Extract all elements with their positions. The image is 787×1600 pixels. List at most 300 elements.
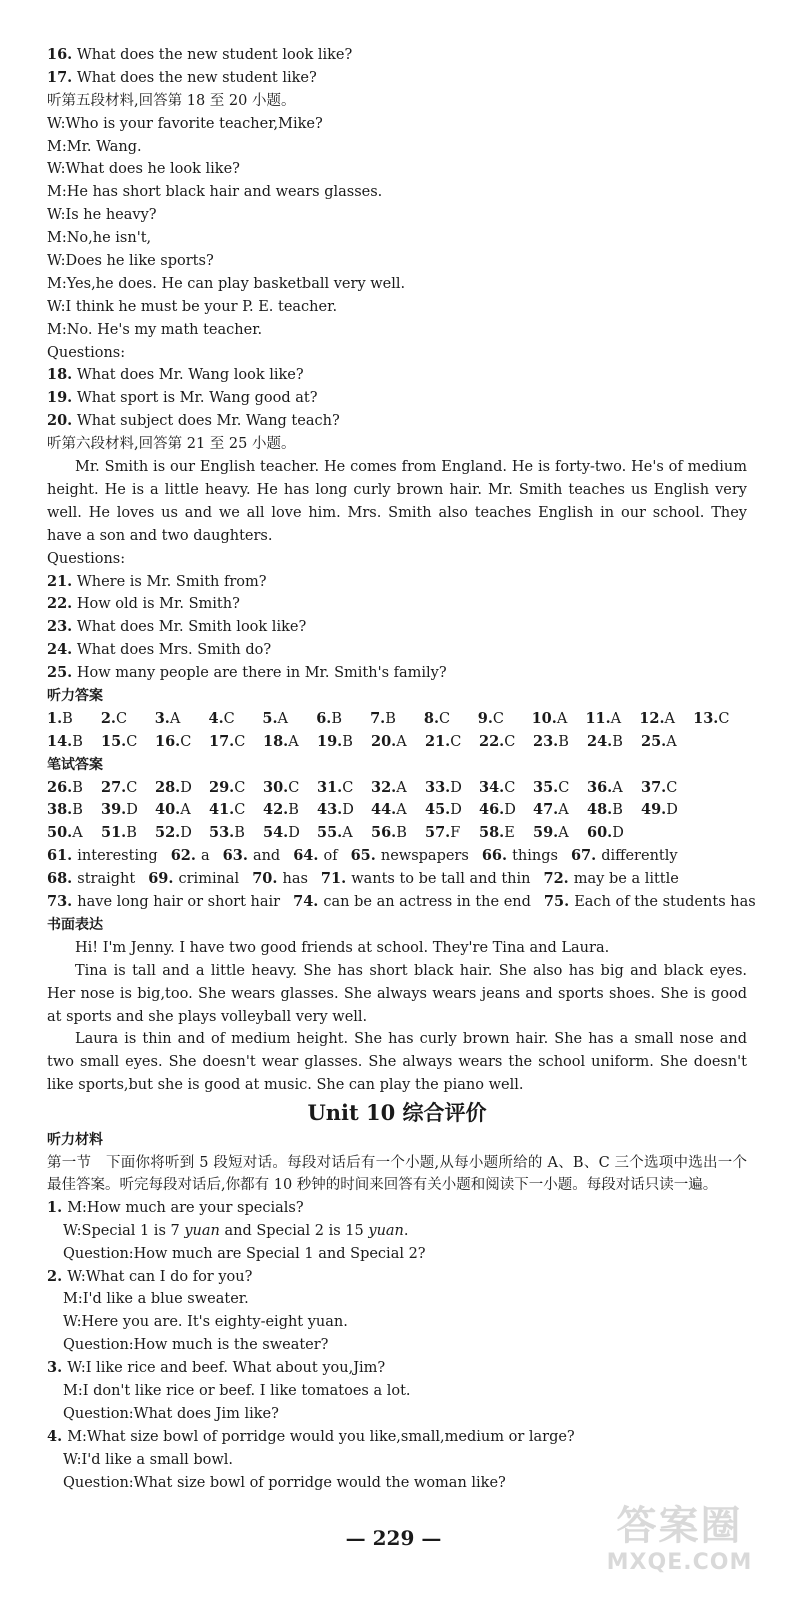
answer-cell (47, 708, 101, 731)
answer-number: 13. (693, 709, 719, 727)
answer-value: B (72, 733, 83, 750)
answer-cell (533, 822, 587, 845)
essay-paragraph: Hi! I'm Jenny. I have two good friends at school. They're Tina and Laura. (75, 939, 610, 956)
dialog-text: Question:What does Jim like? (63, 1405, 279, 1422)
fill-value: interesting (77, 848, 158, 865)
answer-cell (425, 777, 479, 800)
answer-cell (371, 822, 425, 845)
answer-value: B (396, 825, 407, 842)
answer-number: 48. (587, 801, 613, 819)
text-line (47, 296, 747, 319)
answer-number: 60. (587, 824, 613, 842)
item-number: 17. (47, 68, 73, 86)
fill-cell (293, 845, 337, 868)
answer-value: A (180, 802, 191, 819)
answer-number: 23. (533, 732, 559, 750)
line-text: W:What does he look like? (47, 161, 240, 178)
answer-number: 59. (533, 824, 559, 842)
line-text: What does Mr. Smith look like? (72, 619, 307, 636)
dialog-first-line (47, 1266, 747, 1289)
answer-value: C (342, 779, 354, 796)
answer-number: 4. (208, 709, 224, 727)
fill-number: 62. (170, 847, 201, 865)
answer-cell (209, 708, 263, 731)
text-line (47, 410, 747, 433)
answer-cell (479, 731, 533, 754)
answer-number: 58. (479, 824, 505, 842)
text-line (47, 639, 747, 662)
answer-number: 47. (533, 801, 559, 819)
fill-number: 69. (148, 870, 179, 888)
line-text: Where is Mr. Smith from? (72, 573, 267, 590)
dialog-first-line (47, 1426, 747, 1449)
answer-cell (533, 731, 587, 754)
item-number: 22. (47, 595, 73, 613)
answer-value: C (718, 710, 730, 727)
answer-value: D (504, 802, 516, 819)
text-line (47, 136, 747, 159)
line-text: What subject does Mr. Wang teach? (72, 413, 340, 430)
answer-value: C (288, 779, 300, 796)
answer-cell (639, 708, 693, 731)
answer-cell (479, 799, 533, 822)
answer-number: 29. (209, 778, 235, 796)
answer-number: 49. (641, 801, 667, 819)
dialog-text: Question:What size bowl of porridge would the woman like? (63, 1474, 506, 1491)
answer-value: C (223, 710, 235, 727)
answer-number: 31. (317, 778, 343, 796)
answer-number: 6. (316, 709, 332, 727)
answer-number: 28. (155, 778, 181, 796)
answer-number: 1. (47, 709, 63, 727)
answer-cell (101, 822, 155, 845)
answer-value: C (234, 779, 246, 796)
answer-row (47, 777, 747, 800)
fill-cell (252, 868, 308, 891)
answer-value: A (396, 802, 407, 819)
fill-cell (571, 845, 678, 868)
fill-in-answers (47, 845, 756, 914)
answer-number: 44. (371, 801, 397, 819)
dialog-text: M:What size bowl of porridge would you like,small,medium or large? (67, 1428, 575, 1445)
answer-value: A (277, 710, 288, 727)
answer-number: 38. (47, 801, 73, 819)
writing-header: 书面表达 (47, 916, 103, 933)
fill-number: 63. (222, 847, 253, 865)
answer-cell (47, 731, 101, 754)
watermark-logo (592, 1502, 767, 1592)
fill-number: 64. (293, 847, 324, 865)
answer-cell (317, 777, 371, 800)
fill-value: can be an actress in the end (323, 894, 531, 911)
answer-row (47, 822, 747, 845)
answer-value: C (126, 779, 138, 796)
answer-number: 15. (101, 732, 127, 750)
dialog-line (47, 1288, 747, 1311)
written-answers-header: 笔试答案 (47, 756, 103, 773)
answer-row (47, 708, 747, 731)
text-line (47, 548, 747, 571)
dialog-number: 3. (47, 1359, 68, 1377)
answer-cell (533, 777, 587, 800)
fill-value: differently (601, 848, 678, 865)
answer-number: 54. (263, 824, 289, 842)
text-line (47, 44, 747, 67)
answer-cell (209, 777, 263, 800)
fill-cell (47, 868, 135, 891)
answer-cell (317, 799, 371, 822)
fill-value: straight (77, 871, 136, 888)
answer-value: B (72, 802, 83, 819)
answer-value: B (72, 779, 83, 796)
answer-cell (317, 731, 371, 754)
answer-number: 45. (425, 801, 451, 819)
answer-value: D (450, 802, 462, 819)
answer-cell (479, 822, 533, 845)
answer-value: A (396, 779, 407, 796)
answer-cell (424, 708, 478, 731)
answer-value: A (612, 779, 623, 796)
answer-value: D (612, 825, 624, 842)
answer-value: D (450, 779, 462, 796)
answer-cell (101, 708, 155, 731)
dialog-line (47, 1380, 747, 1403)
answer-value: A (664, 710, 675, 727)
answer-number: 24. (587, 732, 613, 750)
watermark-text-top: 答案圈 (616, 1503, 743, 1549)
fill-value: newspapers (380, 848, 469, 865)
line-text: What does Mr. Wang look like? (72, 367, 304, 384)
dialog-text: W:Special 1 is 7 yuan and Special 2 is 15 yuan. (63, 1222, 409, 1239)
dialog-line (47, 1472, 747, 1495)
answer-number: 12. (639, 709, 665, 727)
dialog-text: W:I'd like a small bowl. (63, 1451, 234, 1468)
dialog-line (47, 1311, 747, 1334)
line-text: What sport is Mr. Wang good at? (72, 390, 318, 407)
fill-number: 67. (570, 847, 602, 865)
fill-number: 71. (320, 870, 352, 888)
answer-cell (317, 822, 371, 845)
answer-value: B (558, 733, 569, 750)
text-line (47, 319, 747, 342)
answer-value: B (62, 710, 73, 727)
dialog-line (47, 1334, 747, 1357)
answer-cell (533, 799, 587, 822)
fill-row (47, 868, 747, 891)
answer-number: 35. (533, 778, 559, 796)
fill-number: 68. (47, 870, 78, 888)
item-number: 24. (47, 641, 73, 659)
answer-cell (209, 822, 263, 845)
item-number: 20. (47, 412, 73, 430)
fill-value: wants to be tall and thin (351, 871, 531, 888)
answer-cell (263, 731, 317, 754)
answer-number: 11. (585, 709, 611, 727)
line-text: W:Does he like sports? (47, 253, 214, 270)
answer-cell (587, 822, 641, 845)
text-line (47, 113, 747, 136)
dialog-text: M:I'd like a blue sweater. (63, 1291, 249, 1308)
answer-value: D (126, 802, 138, 819)
text-line (47, 616, 747, 639)
answer-value: C (180, 733, 192, 750)
fill-value: criminal (178, 871, 240, 888)
fill-cell (171, 845, 210, 868)
passage-6: Mr. Smith is our English teacher. He comes from England. He is forty-two. He's of medium height. He is a little heavy. He has long curly brown hair. Mr. Smith teaches us English very well. He loves us and we all love him. Mrs. Smith also teaches English in our school. They have a son and two daughters. (47, 459, 747, 544)
answer-number: 9. (477, 709, 493, 727)
line-text: 听第六段材料,回答第 21 至 25 小题。 (47, 436, 296, 453)
answer-number: 52. (155, 824, 181, 842)
answer-cell (641, 799, 695, 822)
written-answers (47, 777, 747, 846)
fill-value: have long hair or short hair (77, 894, 281, 911)
fill-number: 73. (47, 893, 78, 911)
dialog-text: Question:How much are Special 1 and Special 2? (63, 1245, 426, 1262)
dialog-line (47, 1403, 747, 1426)
answer-value: A (288, 733, 299, 750)
answer-cell (263, 822, 317, 845)
text-line (47, 181, 747, 204)
dialog-first-line (47, 1197, 747, 1220)
fill-cell (47, 845, 158, 868)
answer-number: 17. (209, 732, 235, 750)
answer-number: 8. (423, 709, 440, 727)
answer-value: A (558, 825, 569, 842)
answer-value: D (666, 802, 678, 819)
fill-cell (47, 891, 280, 914)
dialog-text: W:Here you are. It's eighty-eight yuan. (63, 1314, 348, 1331)
dialog-number: 4. (47, 1427, 68, 1445)
answer-cell (532, 708, 586, 731)
fill-number: 74. (293, 893, 324, 911)
answer-cell (587, 777, 641, 800)
answer-cell (155, 822, 209, 845)
fill-value: of (323, 848, 338, 865)
essay-paragraph: Tina is tall and a little heavy. She has short black hair. She also has big and black eyes. Her nose is big,too. She wears glasses. She always wears jeans and sports shoes. She is good at sports and she plays volleyball very well. (47, 962, 747, 1025)
answer-cell (425, 731, 479, 754)
text-line (47, 158, 747, 181)
line-text: M:He has short black hair and wears glasses. (47, 184, 383, 201)
answer-value: A (72, 825, 83, 842)
dialog-number: 2. (47, 1267, 68, 1285)
dialog-text: M:How much are your specials? (67, 1199, 304, 1216)
dialog-text: Question:How much is the sweater? (63, 1337, 329, 1354)
line-text: W:Who is your favorite teacher,Mike? (47, 115, 323, 132)
fill-number: 65. (350, 847, 381, 865)
answer-value: C (504, 779, 516, 796)
item-number: 21. (47, 572, 73, 590)
text-line (47, 67, 747, 90)
line-text: How many people are there in Mr. Smith's family? (72, 665, 447, 682)
answer-number: 25. (641, 732, 667, 750)
text-line (47, 593, 747, 616)
fill-row (47, 845, 747, 868)
essay-paragraph: Laura is thin and of medium height. She has curly brown hair. She has a small nose and two small eyes. She doesn't wear glasses. She always wears the school uniform. She doesn't like sports,but she is good at music. She can play the piano well. (47, 1031, 747, 1094)
line-text: W:I think he must be your P. E. teacher. (47, 298, 338, 315)
answer-cell (47, 799, 101, 822)
answer-number: 5. (262, 709, 278, 727)
answer-cell (155, 708, 209, 731)
dialog-text: M:I don't like rice or beef. I like tomatoes a lot. (63, 1382, 411, 1399)
answer-value: E (504, 825, 515, 842)
answer-number: 39. (101, 801, 127, 819)
dialog-first-line (47, 1357, 747, 1380)
answer-cell (587, 731, 641, 754)
line-text: 听第五段材料,回答第 18 至 20 小题。 (47, 92, 296, 109)
fill-value: and (252, 848, 281, 865)
answer-value: C (126, 733, 138, 750)
answer-row (47, 799, 747, 822)
answer-value: C (666, 779, 678, 796)
answer-number: 3. (154, 709, 170, 727)
answer-cell (155, 777, 209, 800)
line-text: What does Mrs. Smith do? (72, 642, 272, 659)
answer-value: C (492, 710, 504, 727)
answer-value: B (612, 802, 623, 819)
answer-value: B (234, 825, 245, 842)
answer-number: 20. (371, 732, 397, 750)
questions-6 (47, 548, 747, 685)
answer-number: 30. (263, 778, 289, 796)
answer-cell (587, 799, 641, 822)
answer-number: 14. (47, 732, 73, 750)
answer-number: 42. (263, 801, 289, 819)
answer-value: C (234, 802, 246, 819)
text-line (47, 662, 747, 685)
answer-number: 19. (317, 732, 343, 750)
answer-cell (101, 731, 155, 754)
answer-cell (641, 777, 695, 800)
fill-cell (321, 868, 531, 891)
answer-value: D (288, 825, 300, 842)
answer-value: A (169, 710, 181, 727)
answer-cell (371, 777, 425, 800)
fill-number: 66. (481, 847, 513, 865)
answer-number: 26. (47, 778, 73, 796)
fill-number: 72. (543, 870, 574, 888)
fill-number: 70. (252, 870, 283, 888)
text-line (47, 433, 747, 456)
item-number: 23. (47, 618, 73, 636)
answer-number: 10. (531, 709, 557, 727)
answer-value: B (288, 802, 299, 819)
answer-cell (263, 777, 317, 800)
text-line (47, 273, 747, 296)
answer-cell (316, 708, 370, 731)
line-text: M:No. He's my math teacher. (47, 321, 263, 338)
answer-value: C (439, 710, 451, 727)
answer-value: B (126, 825, 137, 842)
material-header: 听力材料 (47, 1132, 103, 1149)
answer-value: A (556, 710, 568, 727)
dialog-line (47, 1220, 747, 1243)
fill-number: 75. (543, 893, 575, 911)
answer-value: D (180, 825, 192, 842)
answer-cell (155, 799, 209, 822)
answer-value: B (342, 733, 353, 750)
fill-value: has (282, 871, 308, 888)
line-text: M:Yes,he does. He can play basketball very well. (47, 275, 406, 292)
answer-cell (585, 708, 639, 731)
answer-cell (209, 731, 263, 754)
text-line (47, 387, 747, 410)
page-content (47, 44, 756, 1494)
fill-cell (293, 891, 531, 914)
item-number: 19. (47, 389, 73, 407)
answer-number: 2. (100, 709, 116, 727)
answer-cell (262, 708, 316, 731)
fill-cell (148, 868, 239, 891)
answer-cell (425, 822, 479, 845)
answer-value: A (666, 733, 677, 750)
answer-cell (263, 799, 317, 822)
text-line (47, 90, 747, 113)
text-line (47, 250, 747, 273)
answer-number: 40. (155, 801, 181, 819)
answer-cell (155, 731, 209, 754)
line-text: M:No,he isn't, (47, 230, 152, 247)
answer-cell (47, 777, 101, 800)
dialog-number: 1. (47, 1198, 68, 1216)
fill-value: may be a little (573, 871, 679, 888)
answer-row (47, 731, 747, 754)
answer-value: B (331, 710, 343, 727)
fill-number: 61. (47, 847, 78, 865)
watermark-text-bottom: MXQE.COM (606, 1550, 753, 1575)
answer-value: D (342, 802, 354, 819)
answer-cell (370, 708, 424, 731)
answer-value: A (396, 733, 407, 750)
answer-value: B (385, 710, 396, 727)
answer-number: 53. (209, 824, 235, 842)
line-text: W:Is he heavy? (47, 207, 157, 224)
answer-number: 50. (47, 824, 73, 842)
answer-cell (209, 799, 263, 822)
answer-cell (479, 777, 533, 800)
fill-value: Each of the students has (574, 894, 756, 911)
listening-answers (47, 708, 747, 754)
line-text: Questions: (47, 550, 126, 567)
answer-number: 51. (101, 824, 127, 842)
answer-number: 41. (209, 801, 235, 819)
fill-cell (351, 845, 469, 868)
answer-value: C (558, 779, 570, 796)
fill-cell (223, 845, 281, 868)
dialog-line (47, 1243, 747, 1266)
text-line (47, 342, 747, 365)
answer-cell (47, 822, 101, 845)
fill-row (47, 891, 756, 914)
answer-cell (371, 731, 425, 754)
answer-number: 55. (317, 824, 343, 842)
answer-cell (425, 799, 479, 822)
answer-cell (101, 799, 155, 822)
answer-cell (371, 799, 425, 822)
answer-number: 27. (101, 778, 127, 796)
dialog-lines-5 (47, 44, 747, 456)
fill-cell (544, 891, 756, 914)
answer-cell (641, 731, 695, 754)
answer-number: 32. (371, 778, 397, 796)
answer-number: 37. (641, 778, 667, 796)
fill-value: a (201, 848, 210, 865)
item-number: 16. (47, 46, 73, 63)
writing-essay (47, 937, 747, 1097)
answer-value: F (450, 825, 461, 842)
unit-title: Unit 10 综合评价 (307, 1100, 487, 1126)
text-line (47, 571, 747, 594)
dialogs (47, 1197, 747, 1495)
